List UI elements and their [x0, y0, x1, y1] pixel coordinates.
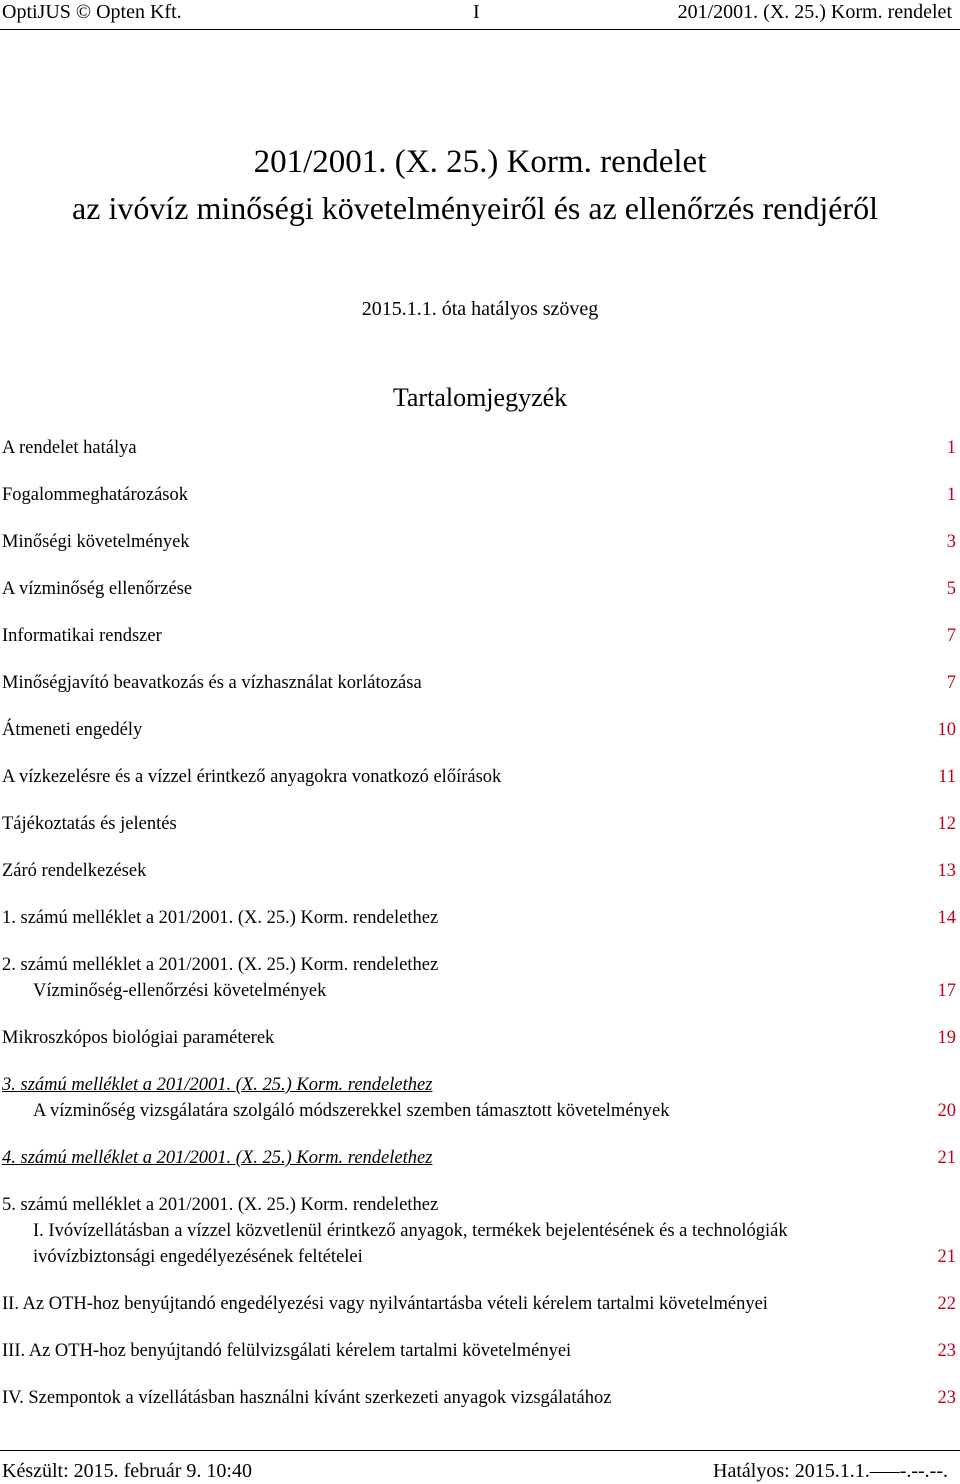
toc-entry-page[interactable]: 7: [946, 673, 956, 693]
toc-entry-page[interactable]: 10: [937, 720, 956, 740]
header-document-title: 201/2001. (X. 25.) Korm. rendelet: [677, 1, 952, 23]
toc-entry-label[interactable]: Minőségi követelmények: [2, 532, 190, 552]
toc-entry-page[interactable]: 20: [937, 1101, 956, 1121]
toc-entry-label[interactable]: 2. számú melléklet a 201/2001. (X. 25.) Korm. rendelethez: [2, 955, 439, 975]
toc-entry-sublabel[interactable]: I. Ivóvízellátásban a vízzel közvetlenül érintkező anyagok, termékek bejelentésének és a technológiák: [33, 1221, 788, 1241]
toc-entry-sublabel[interactable]: Vízminőség-ellenőrzési követelmények: [33, 981, 327, 1001]
toc-entry-label[interactable]: II. Az OTH-hoz benyújtandó engedélyezési vagy nyilvántartásba vételi kérelem tartalmi követelményei: [2, 1294, 768, 1314]
toc-entry-page[interactable]: 17: [937, 981, 956, 1001]
toc-entry-page[interactable]: 14: [937, 908, 956, 928]
page-header: [0, 0, 960, 28]
toc-entry-label[interactable]: A vízkezelésre és a vízzel érintkező anyagokra vonatkozó előírások: [2, 767, 502, 787]
footer-effective: Hatályos: 2015.1.1.–––-.--.--.: [713, 1460, 948, 1482]
toc-title: Tartalomjegyzék: [392, 383, 568, 412]
toc-entry-label[interactable]: Tájékoztatás és jelentés: [2, 814, 177, 834]
toc-entry-label[interactable]: A rendelet hatálya: [2, 438, 137, 458]
toc-entry-page[interactable]: 5: [946, 579, 956, 599]
toc-entry-page[interactable]: 13: [937, 861, 956, 881]
toc-entry-page[interactable]: 21: [937, 1148, 956, 1168]
validity-text: 2015.1.1. óta hatályos szöveg: [361, 298, 599, 320]
toc-entry-label[interactable]: 3. számú melléklet a 201/2001. (X. 25.) Korm. rendelethez: [2, 1075, 433, 1095]
toc-entry-label[interactable]: A vízminőség ellenőrzése: [2, 579, 193, 599]
toc-entry-sublabel[interactable]: A vízminőség vizsgálatára szolgáló módszerekkel szemben támasztott követelmények: [33, 1101, 670, 1121]
toc-entry-label[interactable]: Mikroszkópos biológiai paraméterek: [2, 1028, 275, 1048]
toc-entry-page[interactable]: 21: [937, 1247, 956, 1267]
toc-entry-label[interactable]: 1. számú melléklet a 201/2001. (X. 25.) Korm. rendelethez: [2, 908, 439, 928]
toc-entry-label[interactable]: 4. számú melléklet a 201/2001. (X. 25.) Korm. rendelethez: [2, 1148, 433, 1168]
header-page-number: I: [473, 1, 480, 23]
toc-entry-page[interactable]: 19: [937, 1028, 956, 1048]
toc-entry-label[interactable]: Informatikai rendszer: [2, 626, 162, 646]
footer-divider: [0, 1450, 960, 1451]
toc-entry-page[interactable]: 12: [937, 814, 956, 834]
document-title: 201/2001. (X. 25.) Korm. rendelet: [253, 144, 707, 180]
toc-entry-page[interactable]: 1: [946, 485, 956, 505]
toc-entry-label[interactable]: III. Az OTH-hoz benyújtandó felülvizsgálati kérelem tartalmi követelményei: [2, 1341, 572, 1361]
document-subtitle: az ivóvíz minőségi követelményeiről és az ellenőrzés rendjéről: [72, 190, 878, 226]
toc-entry-page[interactable]: 3: [946, 532, 956, 552]
toc-entry-page[interactable]: 23: [937, 1388, 956, 1408]
toc-entry-sublabel[interactable]: ivóvízbiztonsági engedélyezésének feltételei: [33, 1247, 363, 1267]
header-divider: [0, 29, 960, 30]
toc-entry-label[interactable]: Fogalommeghatározások: [2, 485, 188, 505]
toc-entry-page[interactable]: 7: [946, 626, 956, 646]
toc-entry-page[interactable]: 23: [937, 1341, 956, 1361]
toc-entry-page[interactable]: 1: [946, 438, 956, 458]
toc-entry-label[interactable]: 5. számú melléklet a 201/2001. (X. 25.) Korm. rendelethez: [2, 1195, 439, 1215]
toc-entry-page[interactable]: 11: [938, 767, 956, 787]
toc-entry-label[interactable]: Záró rendelkezések: [2, 861, 147, 881]
toc-entry-label[interactable]: IV. Szempontok a vízellátásban használni kívánt szerkezeti anyagok vizsgálatához: [2, 1388, 612, 1408]
toc-entry-label[interactable]: Minőségjavító beavatkozás és a vízhasználat korlátozása: [2, 673, 422, 693]
header-publisher: OptiJUS © Opten Kft.: [2, 1, 182, 23]
toc-entry-label[interactable]: Átmeneti engedély: [2, 720, 143, 740]
footer-created: Készült: 2015. február 9. 10:40: [2, 1460, 252, 1482]
toc-entry-page[interactable]: 22: [937, 1294, 956, 1314]
